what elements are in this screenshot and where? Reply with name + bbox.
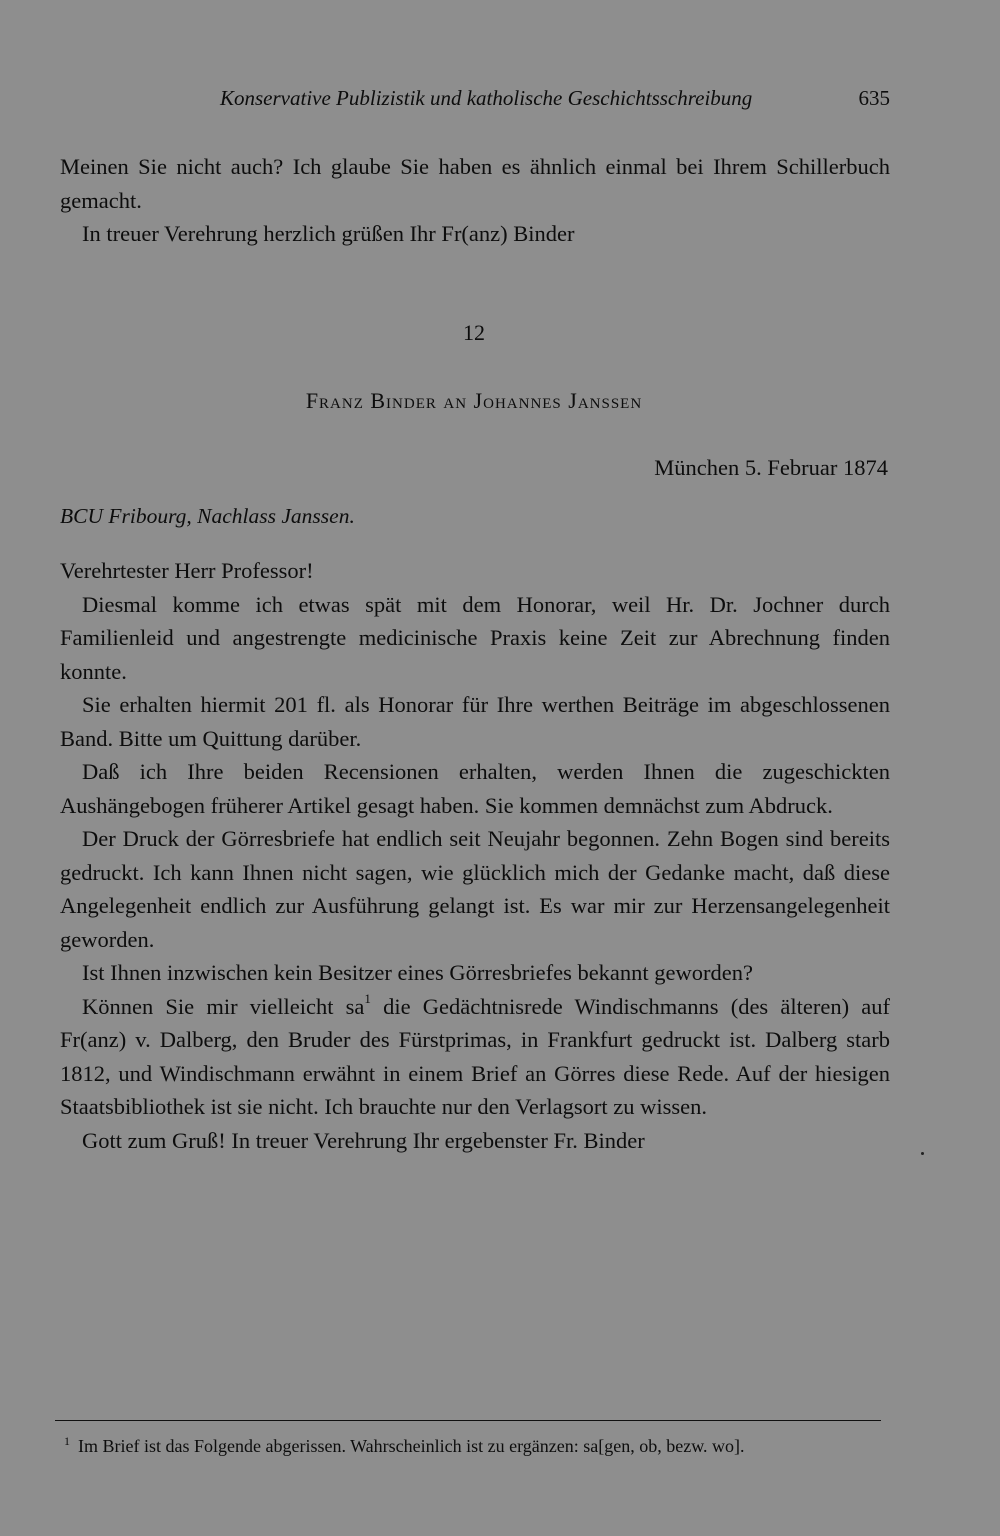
paragraph-text-after-note: die Gedächtnisrede Windischmanns (des älteren) auf Fr(anz) v. Dalberg, den Bruder des Fürstprimas, in Frankfurt gedruckt ist. Dalberg starb 1812, und Windischmann erwähnt in einem Brief an Görres diese Rede. Auf der hiesigen Staatsbibliothek ist sie nicht. Ich brauchte nur den Verlagsort zu wissen.	[60, 993, 890, 1119]
previous-letter-closing: In treuer Verehrung herzlich grüßen Ihr Fr(anz) Binder	[82, 221, 575, 246]
document-number: 12	[463, 320, 485, 345]
letter-body	[60, 554, 890, 1157]
letter-paragraph: Daß ich Ihre beiden Recensionen erhalten, werden Ihnen die zugeschickten Aushängebogen früherer Artikel gesagt haben. Sie kommen demnächst zum Abdruck.	[60, 759, 890, 818]
footnote-reference: 1	[364, 991, 371, 1006]
previous-letter-ending	[60, 150, 890, 251]
letter-closing: Gott zum Gruß! In treuer Verehrung Ihr ergebenster Fr. Binder	[82, 1127, 645, 1153]
place-date: München 5. Februar 1874	[654, 455, 888, 480]
paragraph-text-before-note: Können Sie mir vielleicht sa	[82, 993, 365, 1019]
previous-letter-text: Meinen Sie nicht auch? Ich glaube Sie haben es ähnlich einmal bei Ihrem Schillerbuch gemacht.	[60, 154, 890, 213]
letter-paragraph-windischmann	[60, 990, 890, 1124]
document-heading: Franz Binder an Johannes Janssen	[305, 388, 643, 413]
footnote	[52, 1434, 884, 1460]
footnote-mark: 1	[64, 1434, 70, 1448]
letter-paragraph: Ist Ihnen inzwischen kein Besitzer eines Görresbriefes bekannt geworden?	[82, 960, 754, 985]
salutation: Verehrtester Herr Professor!	[60, 558, 314, 583]
letter-paragraph: Der Druck der Görresbriefe hat endlich seit Neujahr begonnen. Zehn Bogen sind bereits gedruckt. Ich kann Ihnen nicht sagen, wie glücklich mich der Gedanke macht, daß diese Angelegenheit endlich zur Ausführung gelangt ist. Es war mir zur Herzensangelegenheit geworden.	[60, 826, 890, 952]
archive-source: BCU Fribourg, Nachlass Janssen.	[60, 504, 355, 528]
page-number: 635	[858, 86, 890, 110]
footnote-rule	[55, 1420, 881, 1421]
letter-paragraph: Sie erhalten hiermit 201 fl. als Honorar für Ihre werthen Beiträge im abgeschlossenen Band. Bitte um Quittung darüber.	[60, 692, 890, 751]
running-title: Konservative Publizistik und katholische Geschichtsschreibung	[220, 86, 753, 110]
letter-paragraph: Diesmal komme ich etwas spät mit dem Honorar, weil Hr. Dr. Jochner durch Familienleid und angestrengte medicinische Praxis keine Zeit zur Abrechnung finden konnte.	[60, 591, 890, 684]
footnote-text: Im Brief ist das Folgende abgerissen. Wahrscheinlich ist zu ergänzen: sa[gen, ob, bezw. wo].	[78, 1436, 745, 1456]
stray-dot	[921, 1152, 924, 1155]
